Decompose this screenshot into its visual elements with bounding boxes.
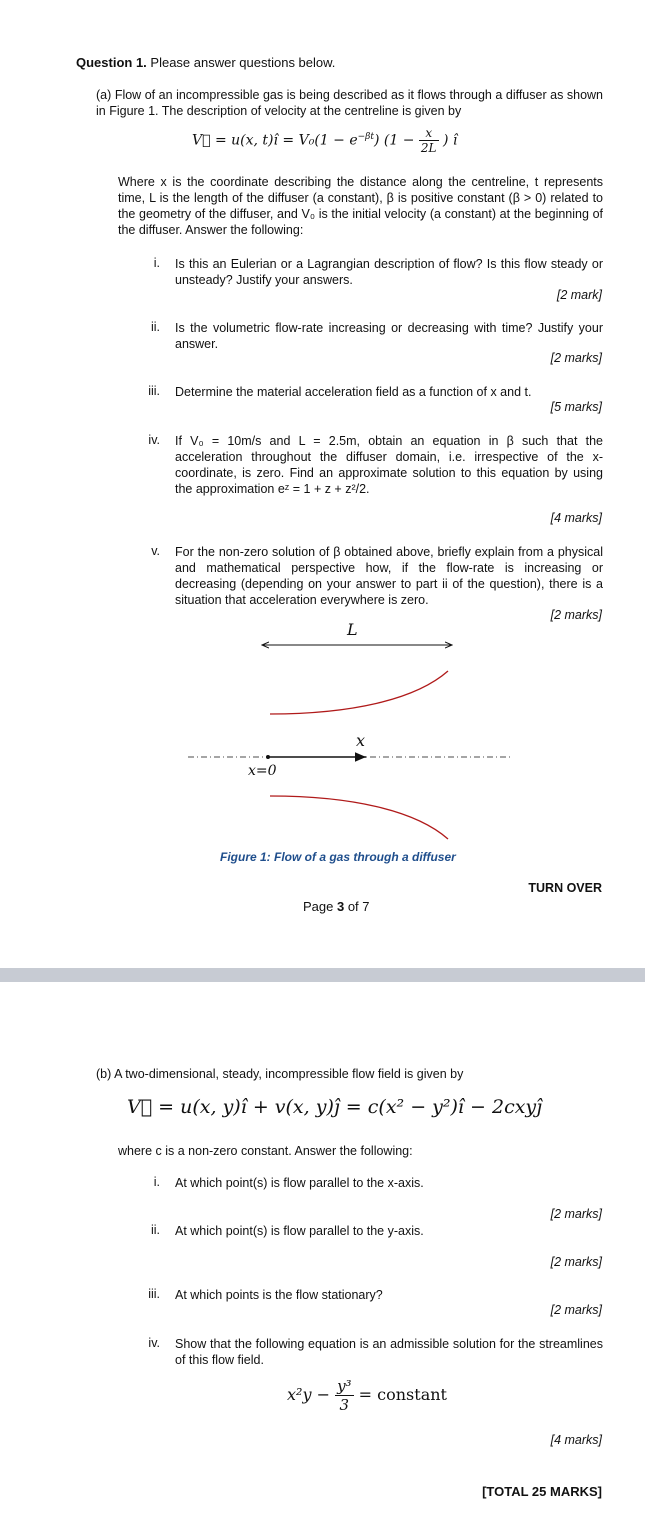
question-heading-rest: Please answer questions below.	[146, 55, 336, 70]
figure-label-L: L	[347, 620, 358, 639]
part-a-intro	[96, 87, 603, 119]
equation-a-mid: ) (1 −	[374, 132, 415, 149]
item-a-i-text: Is this an Eulerian or a Lagrangian description of flow? Is this flow steady or unsteady? Justify your answers.	[175, 257, 603, 287]
item-a-iv-text: If V₀ = 10m/s and L = 2.5m, obtain an equation in β such that the acceleration throughout the diffuser domain, i.e. irrespective of the x-coordinate, is zero. Find an approximate solution to this equation by using the approximation eᶻ = 1 + z + z²/2.	[175, 434, 603, 496]
item-b-ii-text: At which point(s) is flow parallel to the y-axis.	[175, 1224, 424, 1238]
item-b-i-num: i.	[153, 1175, 160, 1189]
item-b-iv-marks: [4 marks]	[550, 1433, 602, 1447]
part-b-label: (b)	[96, 1067, 112, 1081]
equation-a	[192, 126, 457, 155]
page-current: 3	[336, 899, 345, 914]
item-a-iii-num: iii.	[148, 384, 160, 398]
item-a-v-num: v.	[151, 544, 160, 558]
item-a-v-text: For the non-zero solution of β obtained above, briefly explain from a physical and mathematical perspective how, if the flow-rate is increasing or decreasing (depending on your answer to part ii of the question), there is a situation that acceleration everywhere is zero.	[175, 545, 603, 607]
equation-a-lhs: V⃗ = u(x, t)î = V₀(1 − e	[192, 132, 358, 149]
part-b-intro-text: A two-dimensional, steady, incompressible flow field is given by	[114, 1067, 464, 1081]
page-separator	[0, 968, 645, 982]
item-a-iii-marks: [5 marks]	[550, 400, 602, 414]
item-b-i-marks: [2 marks]	[550, 1207, 602, 1221]
equation-a-frac-den: 2L	[420, 141, 437, 155]
item-a-iii-text: Determine the material acceleration field as a function of x and t.	[175, 385, 532, 399]
item-b-i-text: At which point(s) is flow parallel to the x-axis.	[175, 1176, 424, 1190]
part-a-intro-text: Flow of an incompressible gas is being described as it flows through a diffuser as shown in Figure 1. The description of velocity at the centreline is given by	[96, 88, 603, 118]
equation-c-lhs: x²y −	[287, 1385, 330, 1404]
item-a-i-marks: [2 mark]	[556, 288, 602, 302]
page-number	[303, 899, 370, 914]
item-b-iv-num: iv.	[148, 1336, 160, 1350]
item-b-iii-text: At which points is the flow stationary?	[175, 1288, 383, 1302]
figure-label-x: x	[356, 731, 366, 750]
page-suffix: of 7	[344, 899, 370, 914]
page-4	[0, 982, 645, 1527]
figure-label-x0: x=0	[248, 763, 277, 779]
diffuser-upper-wall	[270, 671, 448, 714]
equation-c-rhs: = constant	[358, 1385, 447, 1404]
diffuser-figure	[180, 615, 520, 850]
origin-dot	[266, 755, 270, 759]
turn-over: TURN OVER	[528, 881, 602, 895]
item-a-ii-text: Is the volumetric flow-rate increasing or decreasing with time? Justify your answer.	[175, 321, 603, 351]
equation-a-exp: −βt	[357, 131, 374, 142]
item-a-iv-num: iv.	[148, 433, 160, 447]
diffuser-lower-wall	[270, 796, 448, 839]
equation-c-frac-num: y³	[337, 1377, 352, 1395]
item-a-v-marks: [2 marks]	[550, 608, 602, 622]
item-b-iii-num: iii.	[148, 1287, 160, 1301]
equation-a-frac-num: x	[419, 126, 439, 141]
equation-c-frac-den: 3	[339, 1396, 350, 1414]
item-b-iv-text: Show that the following equation is an admissible solution for the streamlines of this flow field.	[175, 1337, 603, 1367]
item-a-iv-marks: [4 marks]	[550, 511, 602, 525]
question-heading	[76, 55, 335, 70]
equation-a-fraction	[419, 126, 439, 155]
where-text-b: where c is a non-zero constant. Answer the following:	[118, 1144, 413, 1158]
part-b-intro	[96, 1066, 603, 1082]
total-marks: [TOTAL 25 MARKS]	[482, 1484, 602, 1499]
part-a-label: (a)	[96, 88, 112, 102]
where-text-a: Where x is the coordinate describing the distance along the centreline, t represents time, L is the length of the diffuser (a constant), β is positive constant (β > 0) related to the geometry of the diffuser, and V₀ is the initial velocity (a constant) at the beginning of the diffuser. Answer the following:	[118, 175, 603, 237]
equation-a-rhs: ) î	[442, 132, 458, 149]
item-a-ii-marks: [2 marks]	[550, 351, 602, 365]
equation-c-fraction	[335, 1377, 354, 1414]
item-b-ii-num: ii.	[150, 1223, 160, 1237]
question-heading-bold: Question 1.	[76, 55, 147, 70]
item-a-i-num: i.	[153, 256, 160, 270]
item-a-ii-num: ii.	[150, 320, 160, 334]
item-b-iii-marks: [2 marks]	[550, 1303, 602, 1317]
equation-c	[287, 1377, 447, 1414]
equation-b: V⃗ = u(x, y)î + v(x, y)ĵ = c(x² − y²)î − 2cxyĵ	[127, 1096, 543, 1118]
figure-caption: Figure 1: Flow of a gas through a diffuser	[220, 850, 456, 864]
item-b-ii-marks: [2 marks]	[550, 1255, 602, 1269]
page-prefix: Page	[303, 899, 337, 914]
